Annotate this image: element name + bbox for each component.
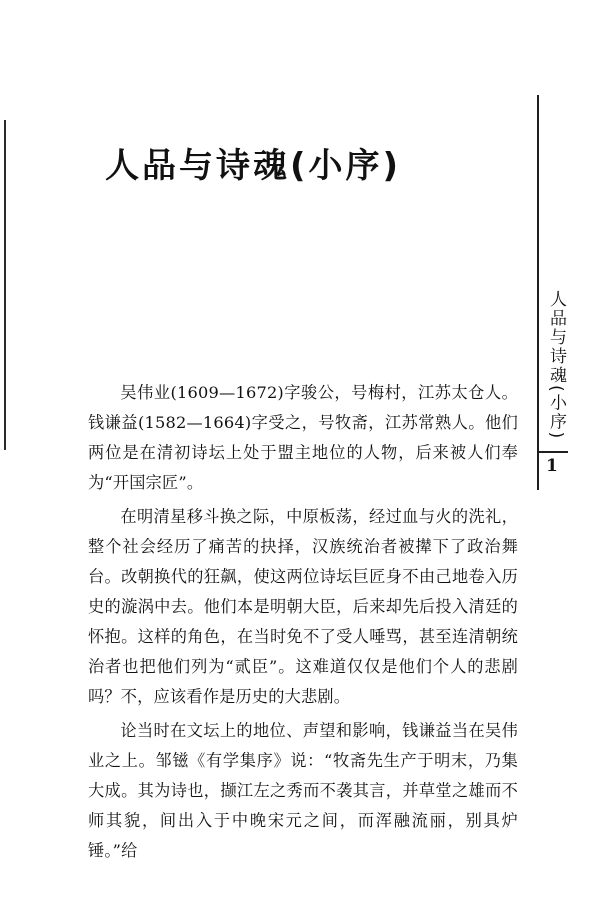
paragraph-3: 论当时在文坛上的地位、声望和影响，钱谦益当在吴伟业之上。邹镃《有学集序》说：“牧斋先生产于明末，乃集大成。其为诗也，撷江左之秀而不袭其言，并草堂之雄而不师其貌，间出入于中晚宋元之间，而浑融流丽，别具炉锤。”给 (88, 721, 518, 860)
body-text (88, 378, 518, 870)
chapter-title: 人品与诗魂(小序) (105, 146, 402, 186)
binding-edge-line (4, 120, 6, 450)
paragraph-2: 在明清星移斗换之际，中原板荡，经过血与火的洗礼，整个社会经历了痛苦的抉择，汉族统治者被撵下了政治舞台。改朝换代的狂飙，使这两位诗坛巨匠身不由己地卷入历史的漩涡中去。他们本是明朝大臣，后来却先后投入清廷的怀抱。这样的角色，在当时免不了受人唾骂，甚至连清朝统治者也把他们列为“贰臣”。这难道仅仅是他们个人的悲剧吗？不，应该看作是历史的大悲剧。 (88, 507, 518, 706)
margin-rule (537, 95, 539, 490)
running-header: 人品与诗魂(小序) (546, 290, 566, 441)
page-number: 1 (546, 456, 558, 476)
paragraph-1: 吴伟业(1609—1672)字骏公，号梅村，江苏太仓人。钱谦益(1582—1664)字受之，号牧斋，江苏常熟人。他们两位是在清初诗坛上处于盟主地位的人物，后来被人们奉为“开国宗匠”。 (88, 383, 518, 492)
page-number-rule (538, 451, 568, 453)
